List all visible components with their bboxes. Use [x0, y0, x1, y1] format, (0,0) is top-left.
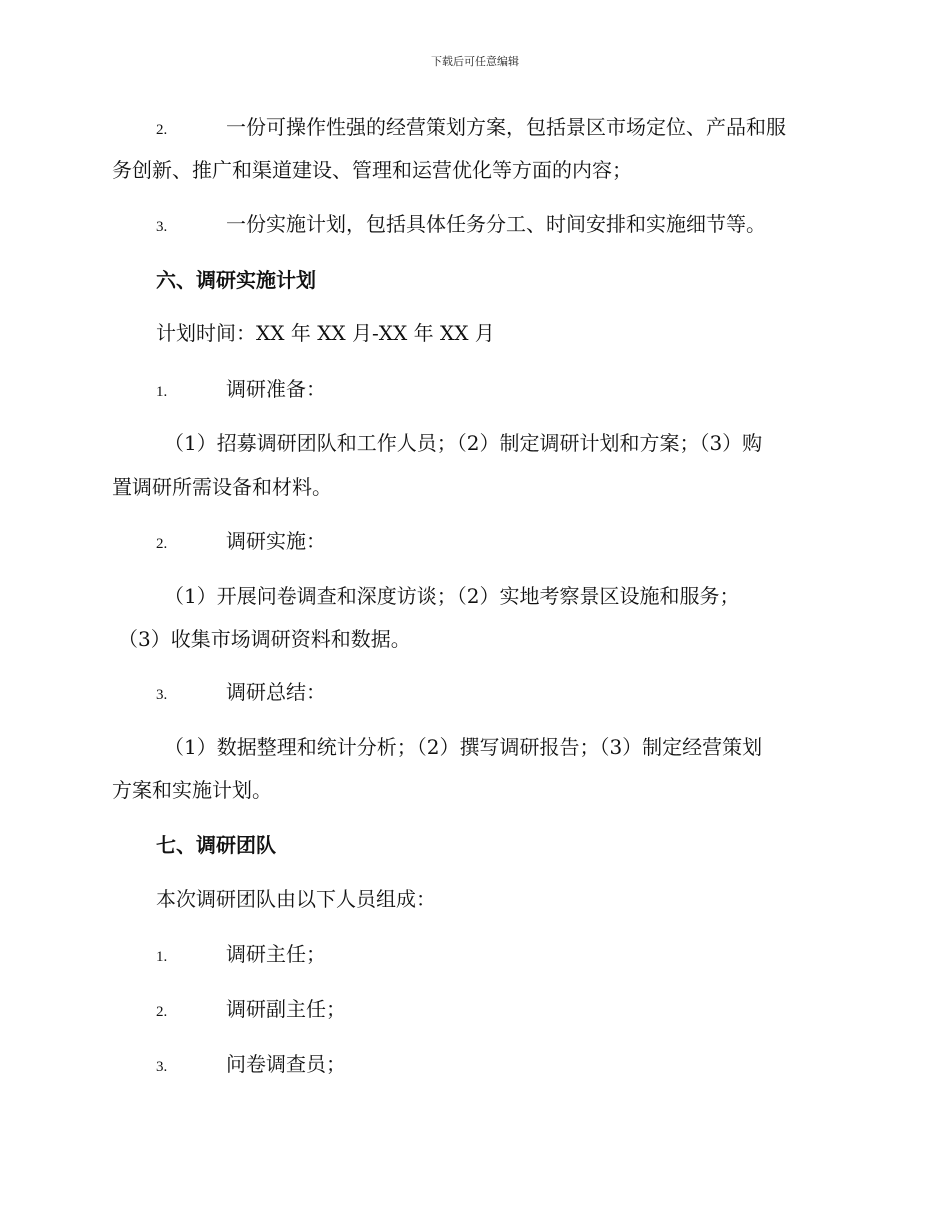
- list-text: 一份可操作性强的经营策划方案，包括景区市场定位、产品和服: [226, 115, 786, 139]
- list-number: 1.: [156, 949, 168, 965]
- list-item: [156, 374, 326, 407]
- page-header: 下载后可任意编辑: [431, 55, 519, 68]
- list-text: 调研主任；: [226, 942, 326, 966]
- list-item: [156, 994, 346, 1027]
- list-text: 调研副主任；: [226, 997, 346, 1021]
- list-number: 3.: [156, 219, 168, 235]
- list-text: 调研实施：: [226, 529, 326, 553]
- list-text: 调研准备：: [226, 377, 326, 401]
- list-item: [156, 209, 766, 242]
- step-detail-continuation: 置调研所需设备和材料。: [112, 475, 332, 499]
- list-text-continuation: 务创新、推广和渠道建设、管理和运营优化等方面的内容；: [112, 158, 632, 182]
- step-detail: （1）招募调研团队和工作人员；（2）制定调研计划和方案；（3）购: [164, 431, 763, 455]
- list-item: [156, 1049, 346, 1082]
- step-detail: （1）数据整理和统计分析；（2）撰写调研报告；（3）制定经营策划: [164, 735, 763, 759]
- list-item: [156, 677, 326, 710]
- step-detail-continuation: 方案和实施计划。: [112, 778, 272, 802]
- list-text: 一份实施计划，包括具体任务分工、时间安排和实施细节等。: [226, 212, 766, 236]
- step-detail-continuation: （3）收集市场调研资料和数据。: [118, 627, 411, 651]
- plan-time: 计划时间：XX 年 XX 月-XX 年 XX 月: [156, 321, 495, 345]
- list-item: [156, 112, 786, 145]
- list-number: 3.: [156, 1059, 168, 1075]
- list-item: [156, 526, 326, 559]
- team-intro: 本次调研团队由以下人员组成：: [156, 887, 436, 911]
- section-heading: 六、调研实施计划: [156, 268, 316, 292]
- list-item: [156, 939, 326, 972]
- list-number: 3.: [156, 687, 168, 703]
- list-text: 问卷调查员；: [226, 1052, 346, 1076]
- list-number: 1.: [156, 384, 168, 400]
- list-number: 2.: [156, 1004, 168, 1020]
- section-heading: 七、调研团队: [156, 833, 276, 857]
- step-detail: （1）开展问卷调查和深度访谈；（2）实地考察景区设施和服务；: [164, 584, 740, 608]
- list-number: 2.: [156, 122, 168, 138]
- list-number: 2.: [156, 536, 168, 552]
- list-text: 调研总结：: [226, 680, 326, 704]
